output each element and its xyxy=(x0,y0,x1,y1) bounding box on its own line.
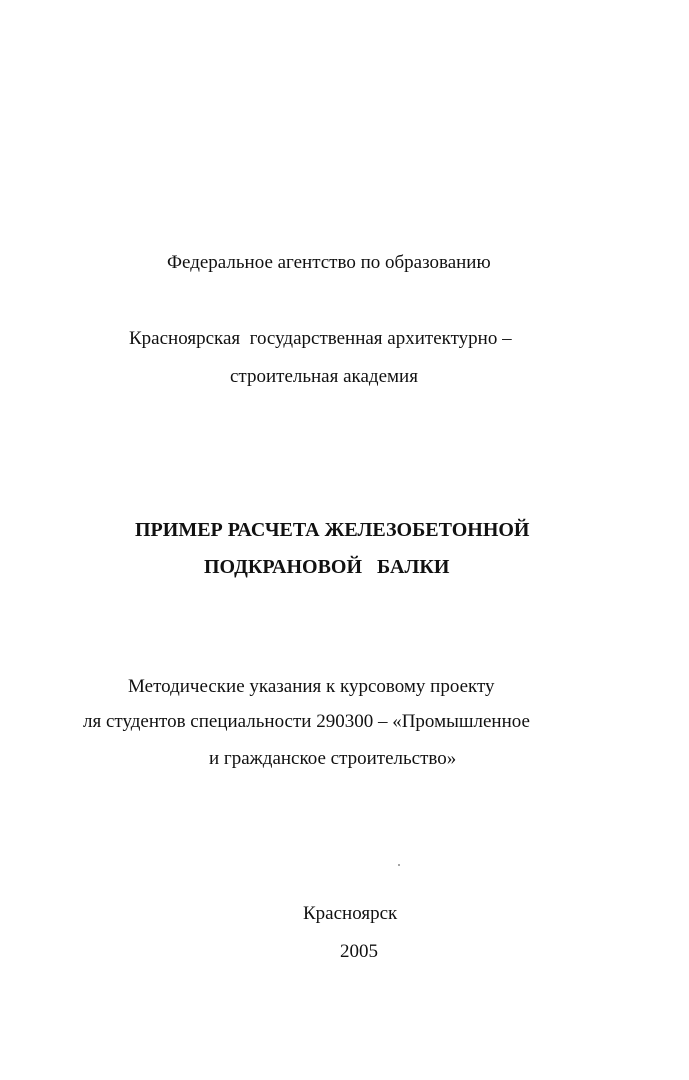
publication-city: Красноярск xyxy=(303,903,398,924)
academy-name-line-1: Красноярская государственная архитектурно – xyxy=(129,328,512,349)
document-title-line-1: ПРИМЕР РАСЧЕТА ЖЕЛЕЗОБЕТОННОЙ xyxy=(135,519,530,541)
subtitle-line-1: Методические указания к курсовому проекту xyxy=(128,676,495,697)
document-title-line-2: ПОДКРАНОВОЙ БАЛКИ xyxy=(204,556,450,578)
subtitle-line-3: и гражданское строительство» xyxy=(209,748,457,769)
agency-name: Федеральное агентство по образованию xyxy=(167,252,491,273)
scan-speck xyxy=(398,864,400,866)
publication-year: 2005 xyxy=(340,941,378,962)
subtitle-line-2: ля студентов специальности 290300 – «Промышленное xyxy=(83,711,530,732)
academy-name-line-2: строительная академия xyxy=(230,366,418,387)
